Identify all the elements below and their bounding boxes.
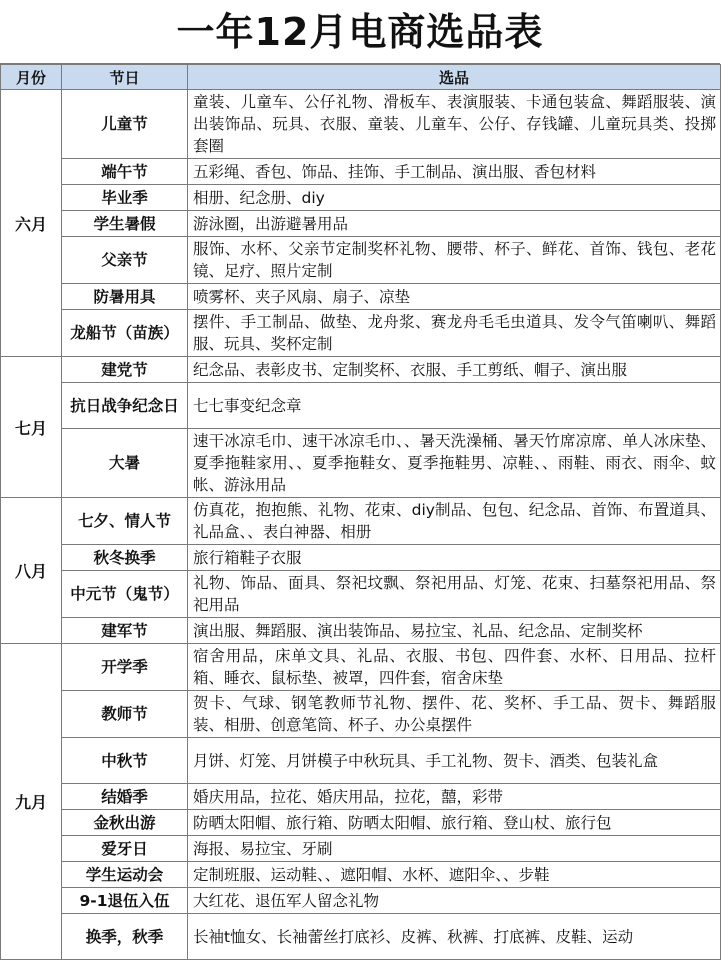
table-row — [1, 914, 721, 960]
table-row — [1, 429, 721, 498]
products-cell: 宿舍用品，床单文具、礼品、衣服、书包、四件套、水杯、日用品、拉杆箱、睡衣、鼠标垫、被罩，四件套，宿舍床垫 — [188, 644, 721, 691]
table-row — [1, 237, 721, 284]
table-row — [1, 90, 721, 159]
table-row — [1, 357, 721, 383]
products-cell: 童装、儿童车、公仔礼物、滑板车、表演服装、卡通包装盒、舞蹈服装、演出装饰品、玩具、衣服、童装、儿童车、公仔、存钱罐、儿童玩具类、投掷套圈 — [188, 90, 721, 159]
festival-cell: 父亲节 — [62, 237, 188, 284]
table-row — [1, 784, 721, 810]
products-cell: 游泳圈，出游避暑用品 — [188, 211, 721, 237]
products-cell: 相册、纪念册、diy — [188, 185, 721, 211]
products-cell: 月饼、灯笼、月饼模子中秋玩具、手工礼物、贺卡、酒类、包装礼盒 — [188, 738, 721, 784]
festival-cell: 教师节 — [62, 691, 188, 738]
products-cell: 速干冰凉毛巾、速干冰凉毛巾、、暑天洗澡桶、暑天竹席凉席、单人冰床垫、夏季拖鞋家用、、夏季拖鞋女、夏季拖鞋男、凉鞋、、雨鞋、雨衣、雨伞、蚊帐、游泳用品 — [188, 429, 721, 498]
festival-cell: 防暑用具 — [62, 284, 188, 310]
table-row — [1, 888, 721, 914]
festival-cell: 大暑 — [62, 429, 188, 498]
festival-cell: 换季，秋季 — [62, 914, 188, 960]
table-row — [1, 618, 721, 644]
products-cell: 海报、易拉宝、牙刷 — [188, 836, 721, 862]
table-row — [1, 185, 721, 211]
products-cell: 贺卡、气球、钢笔教师节礼物、摆件、花、奖杯、手工品、贺卡、舞蹈服装、相册、创意笔筒、杯子、办公桌摆件 — [188, 691, 721, 738]
header-festival: 节日 — [62, 65, 188, 90]
festival-cell: 9-1退伍入伍 — [62, 888, 188, 914]
festival-cell: 金秋出游 — [62, 810, 188, 836]
festival-cell: 毕业季 — [62, 185, 188, 211]
festival-cell: 开学季 — [62, 644, 188, 691]
table-row — [1, 310, 721, 357]
month-cell: 六月 — [1, 90, 62, 357]
products-cell: 婚庆用品，拉花、婚庆用品，拉花，囍，彩带 — [188, 784, 721, 810]
table-row — [1, 738, 721, 784]
products-cell: 仿真花，抱抱熊、礼物、花束、diy制品、包包、纪念品、首饰、布置道具、礼品盒、、表白神器、相册 — [188, 498, 721, 545]
products-cell: 演出服、舞蹈服、演出装饰品、易拉宝、礼品、纪念品、定制奖杯 — [188, 618, 721, 644]
festival-cell: 学生暑假 — [62, 211, 188, 237]
products-cell: 防晒太阳帽、旅行箱、防晒太阳帽、旅行箱、登山杖、旅行包 — [188, 810, 721, 836]
products-cell: 纪念品、表彰皮书、定制奖杯、衣服、手工剪纸、帽子、演出服 — [188, 357, 721, 383]
products-cell: 服饰、水杯、父亲节定制奖杯礼物、腰带、杯子、鲜花、首饰、钱包、老花镜、足疗、照片定制 — [188, 237, 721, 284]
table-header-row — [1, 65, 721, 90]
table-row — [1, 691, 721, 738]
products-cell: 礼物、饰品、面具、祭祀坟飘、祭祀用品、灯笼、花束、扫墓祭祀用品、祭祀用品 — [188, 571, 721, 618]
table-row — [1, 545, 721, 571]
table-row — [1, 862, 721, 888]
festival-cell: 建党节 — [62, 357, 188, 383]
festival-cell: 七夕、情人节 — [62, 498, 188, 545]
table-row — [1, 284, 721, 310]
festival-cell: 爱牙日 — [62, 836, 188, 862]
products-cell: 七七事变纪念章 — [188, 383, 721, 429]
products-cell: 喷雾杯、夹子风扇、扇子、凉垫 — [188, 284, 721, 310]
festival-cell: 学生运动会 — [62, 862, 188, 888]
table-row — [1, 644, 721, 691]
festival-cell: 中秋节 — [62, 738, 188, 784]
month-cell: 八月 — [1, 498, 62, 644]
festival-cell: 龙船节（苗族） — [62, 310, 188, 357]
table-row — [1, 159, 721, 185]
page-title: 一年12月电商选品表 — [0, 0, 720, 64]
festival-cell: 端午节 — [62, 159, 188, 185]
table-row — [1, 498, 721, 545]
table-row — [1, 836, 721, 862]
products-cell: 五彩绳、香包、饰品、挂饰、手工制品、演出服、香包材料 — [188, 159, 721, 185]
products-cell: 大红花、退伍军人留念礼物 — [188, 888, 721, 914]
month-cell: 七月 — [1, 357, 62, 498]
products-cell: 旅行箱鞋子衣服 — [188, 545, 721, 571]
products-cell: 长袖t恤女、长袖蕾丝打底衫、皮裤、秋裤、打底裤、皮鞋、运动 — [188, 914, 721, 960]
table-row — [1, 383, 721, 429]
month-cell: 九月 — [1, 644, 62, 960]
products-cell: 定制班服、运动鞋、、遮阳帽、水杯、遮阳伞、、步鞋 — [188, 862, 721, 888]
festival-cell: 建军节 — [62, 618, 188, 644]
header-products: 选品 — [188, 65, 721, 90]
festival-cell: 抗日战争纪念日 — [62, 383, 188, 429]
header-month: 月份 — [1, 65, 62, 90]
products-cell: 摆件、手工制品、做垫、龙舟浆、赛龙舟毛毛虫道具、发令气笛喇叭、舞蹈服、玩具、奖杯定制 — [188, 310, 721, 357]
festival-cell: 儿童节 — [62, 90, 188, 159]
table-row — [1, 571, 721, 618]
festival-cell: 中元节（鬼节） — [62, 571, 188, 618]
festival-cell: 秋冬换季 — [62, 545, 188, 571]
product-table — [0, 64, 721, 960]
table-row — [1, 211, 721, 237]
festival-cell: 结婚季 — [62, 784, 188, 810]
table-row — [1, 810, 721, 836]
